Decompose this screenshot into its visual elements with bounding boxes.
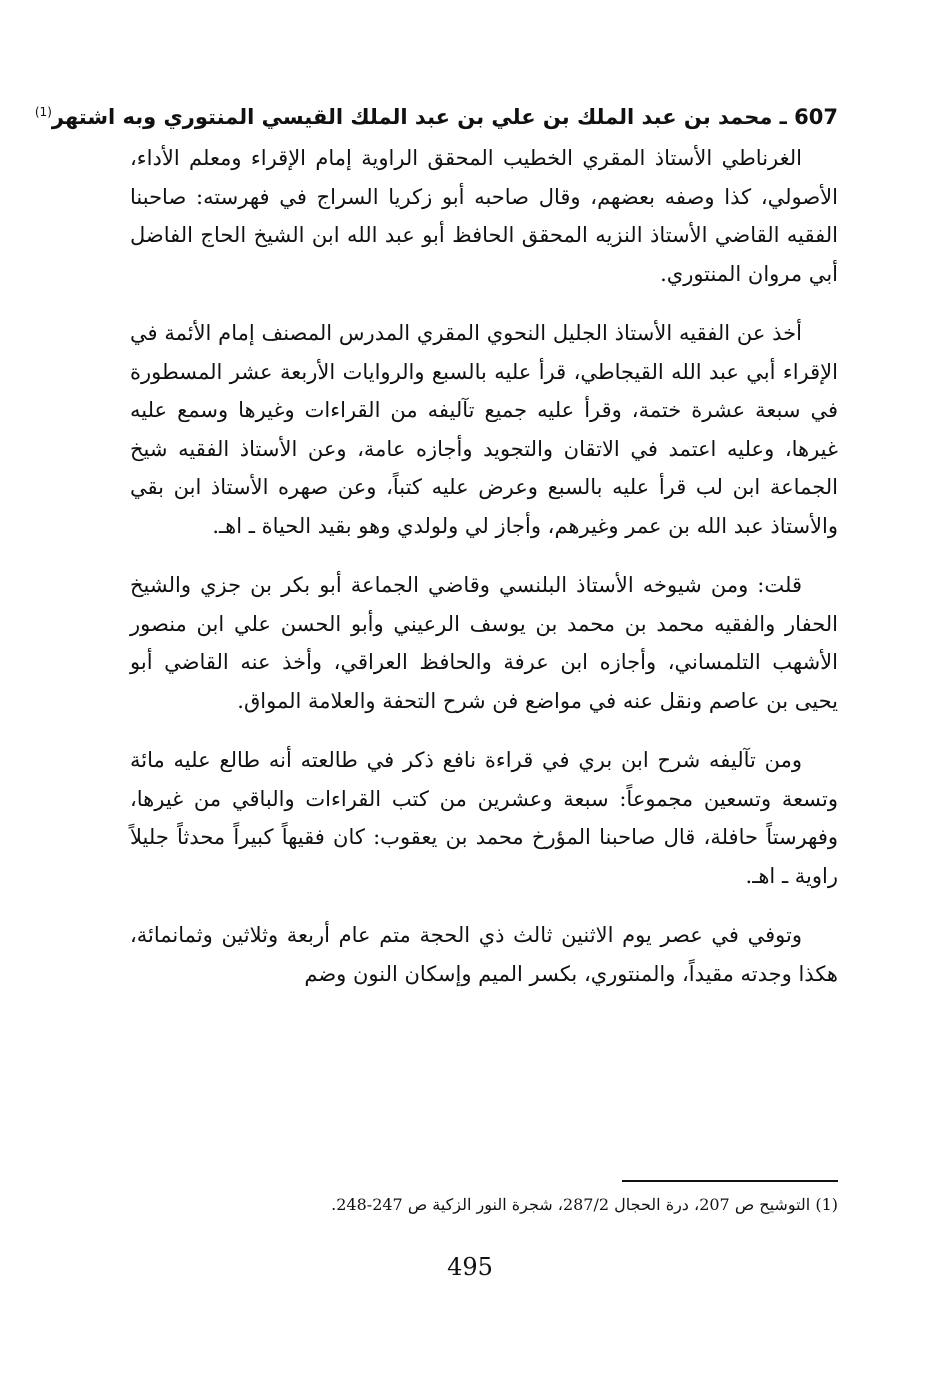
paragraph-2: أخذ عن الفقيه الأستاذ الجليل النحوي المقري المدرس المصنف إمام الأئمة في الإقراء أبي عبد الله القيجاطي، قرأ عليه بالسبع والروايات الأربعة عشر المسطورة في سبعة عشرة ختمة، وقرأ عليه جميع تآليفه من القراءات وغيرها وسمع عليه غيرها، وعليه اعتمد في الاتقان والتجويد وأجازه عامة، وعن الأستاذ الفقيه شيخ الجماعة ابن لب قرأ عليه بالسبع وعرض عليه كتباً، وعن صهره الأستاذ ابن بقي والأستاذ عبد الله بن عمر وغيرهم، وأجاز لي ولولدي وهو بقيد الحياة ـ اهـ. bbox=[130, 321, 838, 538]
entry-title: 607 ـ محمد بن عبد الملك بن علي بن عبد الملك القيسي المنتوري وبه اشتهر bbox=[51, 105, 838, 129]
main-text bbox=[34, 92, 838, 1014]
paragraph-1: الغرناطي الأستاذ المقري الخطيب المحقق الراوية إمام الإقراء ومعلم الأداء، الأصولي، كذا وصفه بعضهم، وقال صاحبه أبو زكريا السراج في فهرسته: صاحبنا الفقيه القاضي الأستاذ النزيه المحقق الحافظ أبو عبد الله ابن الشيخ الحاج الفاضل أبي مروان المنتوري. bbox=[130, 146, 838, 286]
footnote-reference: (1) bbox=[34, 105, 52, 119]
footnote-divider bbox=[622, 1180, 838, 1182]
paragraph-5: وتوفي في عصر يوم الاثنين ثالث ذي الحجة متم عام أربعة وثلاثين وثمانمائة، هكذا وجدته مقيداً، والمنتوري، بكسر الميم وإسكان النون وضم bbox=[130, 923, 838, 986]
paragraph-3: قلت: ومن شيوخه الأستاذ البلنسي وقاضي الجماعة أبو بكر بن جزي والشيخ الحفار والفقيه محمد بن محمد بن يوسف الرعيني وأبو الحسن علي ابن منصور الأشهب التلمساني، وأجازه ابن عرفة والحافظ العراقي، وأخذ عنه القاضي أبو يحيى بن عاصم ونقل عنه في مواضع فن شرح التحفة والعلامة المواق. bbox=[130, 573, 838, 713]
page-number: 495 bbox=[447, 1253, 493, 1281]
entry-heading bbox=[34, 92, 838, 137]
footnote: (1) التوشيح ص 207، درة الحجال 287/2، شجرة النور الزكية ص 247-248. bbox=[331, 1195, 838, 1214]
paragraph-4: ومن تآليفه شرح ابن بري في قراءة نافع ذكر في طالعته أنه طالع عليه مائة وتسعة وتسعين مجموعاً: سبعة وعشرين من كتب القراءات والباقي من غيرها، وفهرستاً حافلة، قال صاحبنا المؤرخ محمد بن يعقوب: كان فقيهاً كبيراً محدثاً جليلاً راوية ـ اهـ. bbox=[130, 748, 838, 888]
